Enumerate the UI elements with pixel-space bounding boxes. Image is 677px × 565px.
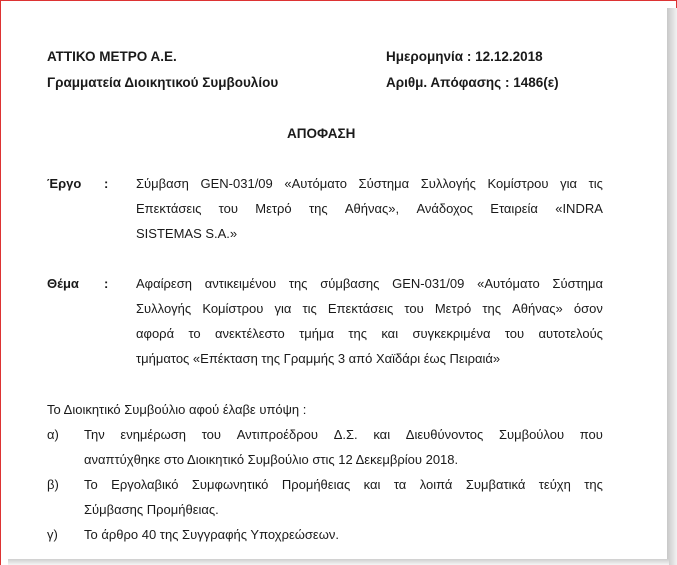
word: τεύχη bbox=[538, 477, 571, 492]
word: του bbox=[201, 427, 221, 442]
item-b-line-1 bbox=[84, 477, 603, 492]
word: τμήμα bbox=[299, 326, 334, 341]
item-a-line-1 bbox=[84, 427, 603, 442]
word: Επεκτάσεις bbox=[136, 201, 202, 216]
word: Αφαίρεση bbox=[136, 276, 192, 291]
word: Κομίστρου bbox=[487, 176, 549, 191]
word: Συμβατικά bbox=[465, 477, 526, 492]
subject-colon: : bbox=[104, 276, 109, 291]
subject-line-3 bbox=[136, 326, 603, 341]
subject-line-1 bbox=[136, 276, 603, 291]
word: ανεκτέλεστο bbox=[215, 326, 285, 341]
word: Εργολαβικό bbox=[111, 477, 179, 492]
project-label: Έργο bbox=[47, 176, 82, 191]
item-b-line-2: Σύμβασης Προμήθειας. bbox=[84, 502, 219, 517]
word: και bbox=[363, 477, 381, 492]
word: ενημέρωση bbox=[120, 427, 187, 442]
decision-date: Ημερομηνία : 12.12.2018 bbox=[386, 49, 543, 64]
page-shadow-right bbox=[667, 8, 677, 565]
word: αυτοτελούς bbox=[538, 326, 603, 341]
word: Το bbox=[84, 477, 98, 492]
word: αφορά bbox=[136, 326, 175, 341]
word: Αθήνας» bbox=[512, 301, 563, 316]
word: της bbox=[482, 301, 501, 316]
subject-label: Θέμα bbox=[47, 276, 79, 291]
item-a-marker: α) bbox=[47, 427, 59, 442]
word: και bbox=[381, 326, 399, 341]
word: της bbox=[288, 276, 308, 291]
word: Συμβούλου bbox=[498, 427, 565, 442]
project-colon: : bbox=[104, 176, 109, 191]
word: Προμήθειας bbox=[281, 477, 351, 492]
word: το bbox=[188, 326, 201, 341]
word: για bbox=[560, 176, 578, 191]
word: «Αυτόματο bbox=[284, 176, 347, 191]
word: για bbox=[274, 301, 292, 316]
document-title: ΑΠΟΦΑΣΗ bbox=[287, 126, 356, 141]
word: τις bbox=[588, 176, 603, 191]
word: της bbox=[308, 201, 328, 216]
word: Σύμβαση bbox=[136, 176, 189, 191]
word: «Αυτόματο bbox=[477, 276, 540, 291]
word: Αντιπροέδρου bbox=[236, 427, 319, 442]
word: GEN-031/09 bbox=[200, 176, 273, 191]
word: συγκεκριμένα bbox=[412, 326, 491, 341]
word: σύμβασης bbox=[320, 276, 380, 291]
decision-number: Αριθμ. Απόφασης : 1486(ε) bbox=[386, 75, 559, 90]
word: του bbox=[218, 201, 238, 216]
word: και bbox=[373, 427, 391, 442]
word: GEN-031/09 bbox=[392, 276, 465, 291]
item-b-marker: β) bbox=[47, 477, 59, 492]
word: Σύστημα bbox=[552, 276, 603, 291]
word: Συμφωνητικό bbox=[191, 477, 269, 492]
word: Μετρό bbox=[434, 301, 472, 316]
department-name: Γραμματεία Διοικητικού Συμβουλίου bbox=[47, 75, 279, 90]
word: Σύστημα bbox=[358, 176, 410, 191]
word: Αθήνας», bbox=[344, 201, 400, 216]
project-line-3: SISTEMAS S.A.» bbox=[136, 226, 238, 241]
word: αντικειμένου bbox=[204, 276, 277, 291]
word: Μετρό bbox=[255, 201, 292, 216]
item-a-line-2: αναπτύχθηκε στο Διοικητικό Συμβούλιο στις 12 Δεκεμβρίου 2018. bbox=[84, 452, 459, 467]
word: που bbox=[579, 427, 603, 442]
item-c-marker: γ) bbox=[47, 527, 58, 542]
word: Δ.Σ. bbox=[333, 427, 358, 442]
intro-sentence: Το Διοικητικό Συμβούλιο αφού έλαβε υπόψη : bbox=[47, 402, 307, 417]
item-c-line-1: Το άρθρο 40 της Συγγραφής Υποχρεώσεων. bbox=[84, 527, 339, 542]
project-line-2 bbox=[136, 201, 603, 216]
word: Κομίστρου bbox=[202, 301, 264, 316]
word: Εταιρεία bbox=[490, 201, 538, 216]
word: Συλλογής bbox=[420, 176, 476, 191]
word: του bbox=[404, 301, 424, 316]
word: Διευθύνοντος bbox=[405, 427, 484, 442]
word: Ανάδοχος bbox=[416, 201, 473, 216]
word: «INDRA bbox=[555, 201, 603, 216]
word: όσον bbox=[573, 301, 603, 316]
org-name: ΑΤΤΙΚΟ ΜΕΤΡΟ Α.Ε. bbox=[47, 49, 177, 64]
word: της bbox=[348, 326, 367, 341]
word: Την bbox=[84, 427, 105, 442]
page-shadow-bottom bbox=[8, 559, 669, 565]
word: λοιπά bbox=[419, 477, 453, 492]
project-line-1 bbox=[136, 176, 603, 191]
subject-line-4: τμήματος «Επέκταση της Γραμμής 3 από Χαϊδάρι έως Πειραιά» bbox=[136, 351, 501, 366]
word: τα bbox=[393, 477, 407, 492]
word: Επεκτάσεις bbox=[327, 301, 394, 316]
subject-line-2 bbox=[136, 301, 603, 316]
word: της bbox=[584, 477, 603, 492]
word: τις bbox=[302, 301, 317, 316]
word: του bbox=[504, 326, 525, 341]
word: Συλλογής bbox=[136, 301, 192, 316]
